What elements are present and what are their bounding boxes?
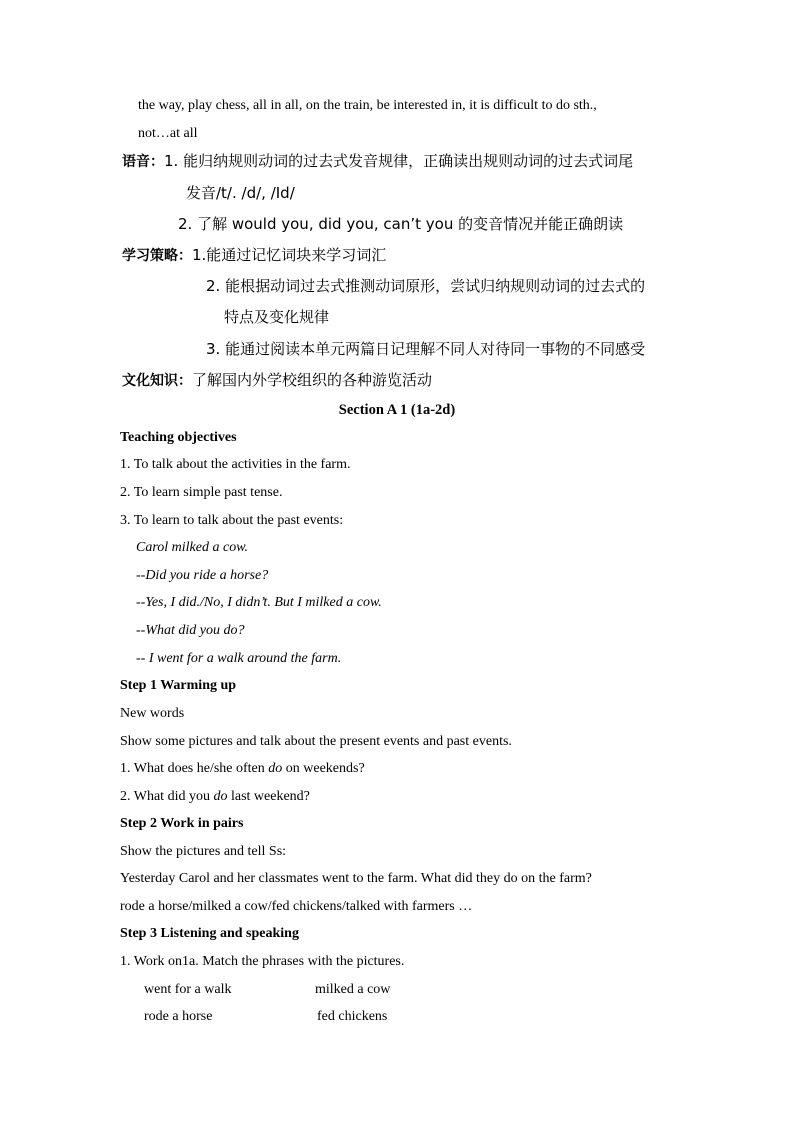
example-sentence: --Yes, I did./No, I didn’t. But I milked a cow.: [136, 595, 382, 610]
example-sentence: Carol milked a cow.: [136, 540, 248, 555]
pronunciation-item-1b: 发音/t/. /d/, /Id/: [186, 184, 295, 202]
phrase-item: milked a cow: [315, 982, 391, 997]
objective-item: 1. To talk about the activities in the farm.: [120, 457, 351, 472]
objective-item: 3. To learn to talk about the past events:: [120, 513, 344, 528]
pronunciation-item-1a: 1. 能归纳规则动词的过去式发音规律，正确读出规则动词的过去式词尾: [164, 152, 634, 170]
q2-text: 2. What did you: [120, 789, 214, 804]
q2-text-end: last weekend?: [227, 789, 310, 804]
q1-text: 1. What does he/she often: [120, 761, 269, 776]
strategy-item-2a: 2. 能根据动词过去式推测动词原形，尝试归纳规则动词的过去式的: [206, 277, 646, 295]
objective-item: 2. To learn simple past tense.: [120, 485, 283, 500]
objectives-heading: Teaching objectives: [120, 430, 237, 445]
example-sentence: --What did you do?: [136, 623, 245, 638]
step2-heading: Step 2 Work in pairs: [120, 816, 244, 831]
step1-new-words: New words: [120, 706, 185, 721]
pronunciation-section: [122, 152, 633, 172]
q2-emphasis: do: [213, 789, 228, 804]
q1-emphasis: do: [268, 761, 283, 776]
culture-text: 了解国内外学校组织的各种游览活动: [192, 371, 433, 389]
step1-show: Show some pictures and talk about the present events and past events.: [120, 734, 512, 749]
step1-heading: Step 1 Warming up: [120, 678, 237, 693]
intro-line-2: not…at all: [138, 126, 198, 141]
strategy-section: [122, 246, 386, 266]
step3-line-1: 1. Work on1a. Match the phrases with the pictures.: [120, 954, 405, 969]
strategy-item-3: 3. 能通过阅读本单元两篇日记理解不同人对待同一事物的不同感受: [206, 340, 646, 358]
pronunciation-label: 语音：: [122, 154, 164, 170]
culture-section: [122, 371, 432, 391]
step2-line-2: Yesterday Carol and her classmates went to the farm. What did they do on the farm?: [120, 871, 592, 886]
step1-question-1: [120, 760, 365, 778]
q1-text-end: on weekends?: [282, 761, 365, 776]
phrase-item: rode a horse: [144, 1009, 213, 1024]
phrase-item: fed chickens: [317, 1009, 388, 1024]
step3-heading: Step 3 Listening and speaking: [120, 926, 299, 941]
step2-line-1: Show the pictures and tell Ss:: [120, 844, 287, 859]
example-sentence: --Did you ride a horse?: [136, 568, 269, 583]
strategy-label: 学习策略：: [122, 248, 192, 264]
intro-line-1: the way, play chess, all in all, on the train, be interested in, it is difficult to do sth.,: [138, 98, 597, 113]
strategy-item-2b: 特点及变化规律: [224, 308, 330, 326]
pronunciation-item-2: 2. 了解 would you, did you, can’t you 的变音情况并能正确朗读: [178, 215, 624, 233]
phrase-item: went for a walk: [144, 982, 232, 997]
culture-label: 文化知识：: [122, 373, 192, 389]
step2-line-3: rode a horse/milked a cow/fed chickens/talked with farmers …: [120, 899, 473, 914]
example-sentence: -- I went for a walk around the farm.: [136, 651, 342, 666]
step1-question-2: [120, 788, 310, 806]
strategy-item-1: 1.能通过记忆词块来学习词汇: [192, 246, 387, 264]
section-title: Section A 1 (1a-2d): [338, 402, 456, 418]
